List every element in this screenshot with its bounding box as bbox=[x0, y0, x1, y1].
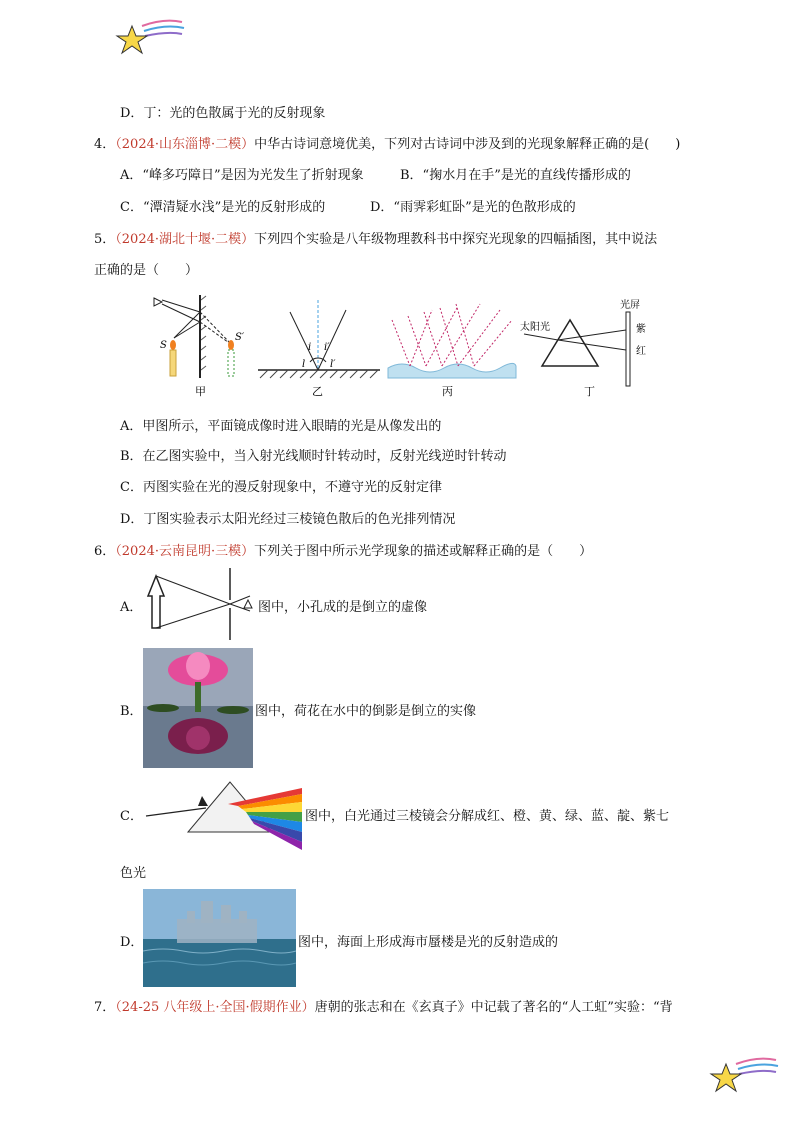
q6-option-b: 图中，荷花在水中的倒影是倒立的实像 bbox=[255, 704, 477, 719]
yi-label-l-prime: l′ bbox=[330, 359, 336, 370]
q5-option-c: C．丙图实验在光的漫反射现象中，不遵守光的反射定律 bbox=[120, 480, 442, 495]
q6-option-c-label: C． bbox=[120, 809, 143, 824]
q6-question bbox=[94, 540, 592, 559]
jia-caption: 甲 bbox=[195, 385, 206, 398]
q5-option-d: D．丁图实验表示太阳光经过三棱镜色散后的色光排列情况 bbox=[120, 512, 456, 527]
q6-option-a: 图中，小孔成的是倒立的虚像 bbox=[258, 600, 428, 615]
bing-caption: 丙 bbox=[442, 385, 453, 398]
q7-question bbox=[94, 996, 673, 1015]
yi-caption: 乙 bbox=[312, 385, 323, 398]
q7-number: 7． bbox=[94, 1000, 116, 1015]
q4-number: 4． bbox=[94, 137, 116, 152]
ding-label-purple: 紫 bbox=[636, 324, 646, 335]
q6-number: 6． bbox=[94, 544, 116, 559]
shooting-star-icon bbox=[112, 14, 192, 60]
q4-option-b: B．“掬水月在手”是光的直线传播形成的 bbox=[400, 168, 631, 183]
yi-label-i-prime: i′ bbox=[324, 342, 330, 353]
q6-option-a-label: A． bbox=[120, 600, 143, 615]
q5-stem-line1: 下列四个实验是八年级物理教科书中探究光现象的四幅插图，其中说法 bbox=[254, 232, 658, 247]
ding-label-sunlight: 太阳光 bbox=[520, 322, 550, 333]
yi-label-i: i bbox=[308, 342, 312, 353]
q6-option-b-label: B． bbox=[120, 704, 143, 719]
jia-label-s-prime: S′ bbox=[235, 332, 245, 343]
figure-bing bbox=[388, 304, 516, 398]
shooting-star-icon bbox=[706, 1052, 786, 1098]
q4-question bbox=[94, 133, 680, 152]
figure-ding bbox=[520, 298, 646, 398]
ding-label-screen: 光屏 bbox=[620, 300, 640, 311]
q4-option-a: A．“峰多巧障日”是因为光发生了折射现象 bbox=[120, 168, 364, 183]
q6-option-c-continued: 色光 bbox=[120, 866, 147, 881]
prism-dispersion-image bbox=[142, 776, 306, 852]
pinhole-diagram bbox=[140, 566, 260, 642]
q5-option-a: A．甲图所示，平面镜成像时进入眼睛的光是从像发出的 bbox=[120, 419, 442, 434]
q5-question bbox=[94, 228, 657, 247]
q7-stem: 唐朝的张志和在《玄真子》中记载了著名的“人工虹”实验：“背 bbox=[314, 1000, 673, 1015]
q6-source: （2024·云南昆明·三模） bbox=[115, 544, 255, 559]
q6-option-d-label: D． bbox=[120, 935, 144, 950]
lotus-reflection-image bbox=[143, 648, 253, 768]
mirage-image bbox=[143, 889, 296, 987]
q5-option-b: B．在乙图实验中，当入射光线顺时针转动时，反射光线逆时针转动 bbox=[120, 449, 507, 464]
q4-option-c: C．“潭清疑水浅”是光的反射形成的 bbox=[120, 200, 326, 215]
q5-stem-line2: 正确的是（ ） bbox=[94, 263, 199, 278]
q6-option-c: 图中，白光通过三棱镜会分解成红、橙、黄、绿、蓝、靛、紫七 bbox=[305, 809, 670, 824]
q7-source: （24-25 八年级上·全国·假期作业） bbox=[115, 1000, 315, 1015]
q4-source: （2024·山东淄博·二模） bbox=[115, 137, 255, 152]
q5-source: （2024·湖北十堰·二模） bbox=[115, 232, 255, 247]
figure-yi bbox=[258, 300, 380, 398]
jia-label-s: S bbox=[160, 340, 167, 351]
q3-option-d: D．丁：光的色散属于光的反射现象 bbox=[120, 106, 326, 121]
yi-label-l: l bbox=[302, 359, 306, 370]
q5-number: 5． bbox=[94, 232, 116, 247]
figure-jia bbox=[154, 295, 245, 398]
q6-stem: 下列关于图中所示光学现象的描述或解释正确的是（ ） bbox=[254, 544, 593, 559]
q5-figures bbox=[140, 290, 660, 400]
q4-stem: 中华古诗词意境优美，下列对古诗词中涉及到的光现象解释正确的是( ) bbox=[254, 137, 681, 152]
q6-option-d: 图中，海面上形成海市蜃楼是光的反射造成的 bbox=[298, 935, 559, 950]
ding-label-red: 红 bbox=[636, 346, 646, 357]
ding-caption: 丁 bbox=[584, 385, 595, 398]
q4-option-d: D．“雨霁彩虹卧”是光的色散形成的 bbox=[370, 200, 576, 215]
